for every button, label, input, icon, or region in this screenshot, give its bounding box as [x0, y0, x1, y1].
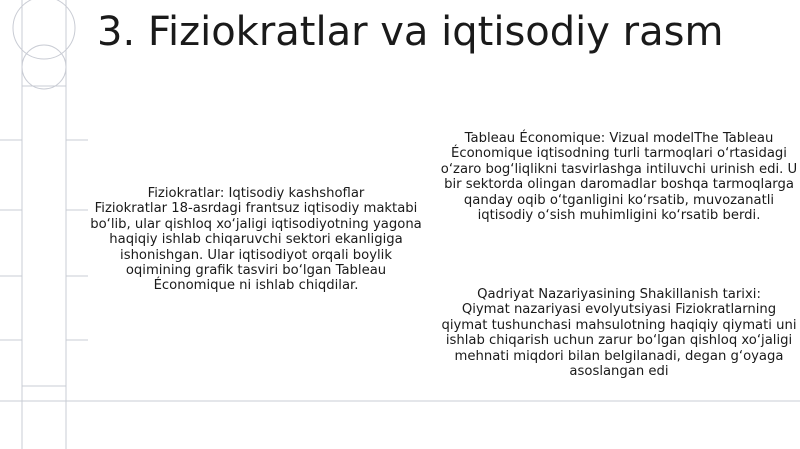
slide-title: 3. Fiziokratlar va iqtisodiy rasm	[97, 9, 724, 55]
value-theory-heading: Qadriyat Nazariyasining Shakillanish tarixi:	[477, 287, 761, 302]
tableau-body: Tableau Économique: Vizual modelThe Tableau Économique iqtisodning turli tarmoqlari o‘rtasidagi o‘zaro bog‘liqlikni tasvirlashga intiluvchi urinish edi. U bir sektorda olingan daromadlar boshqa tarmoqlarga qanday oqib o‘tganligini ko‘rsatib, muvozanatli iqtisodiy o‘sish muhimligini ko‘rsatib berdi.	[440, 131, 798, 224]
physiocrats-text-block	[90, 186, 422, 294]
physiocrats-heading: Fiziokratlar: Iqtisodiy kashshoflar	[147, 186, 365, 201]
tableau-text-block	[440, 131, 798, 223]
value-theory-body: Qiymat nazariyasi evolyutsiyasi Fiziokratlarning qiymat tushunchasi mahsulotning haqiqiy qiymati uni ishlab chiqarish uchun zarur bo‘lgan qishloq xo‘jaligi mehnati miqdori bilan belgilanadi, degan g‘oyaga asoslangan edi	[441, 302, 797, 380]
outline-rect	[22, 86, 66, 386]
circle-inner	[22, 45, 66, 89]
physiocrats-body: Fiziokratlar 18-asrdagi frantsuz iqtisodiy maktabi bo‘lib, ular qishloq xo‘jaligi iqtisodiyotning yagona haqiqiy ishlab chiqaruvchi sektori ekanligiga ishonishgan. Ular iqtisodiyot orqali boylik oqimining grafik tasviri bo‘lgan Tableau Économique ni ishlab chiqdilar.	[90, 201, 422, 294]
value-theory-text-block	[440, 287, 798, 379]
